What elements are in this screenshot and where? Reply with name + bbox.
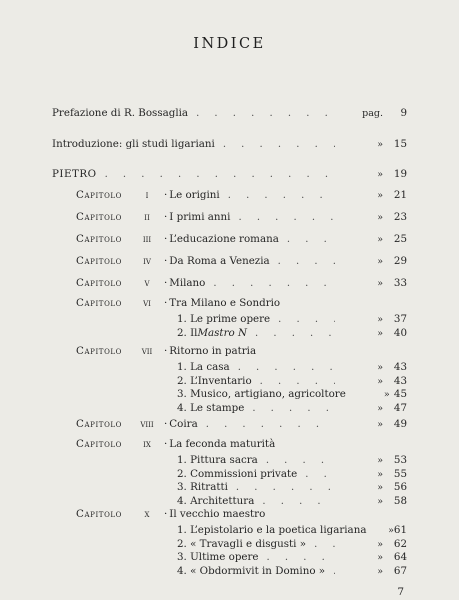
chapter-roman-numeral: viii (140, 418, 154, 430)
folio: 7 (397, 586, 404, 598)
page-number: 23 (393, 211, 407, 223)
page-number: 29 (393, 255, 407, 267)
section-row (177, 361, 407, 374)
chapter-word: Capitolo (76, 508, 123, 520)
entry-label: Introduzione: gli studi ligariani (52, 138, 215, 150)
ditto-mark: » (377, 495, 383, 507)
page-title: INDICE (193, 36, 266, 52)
ditto-mark: » (377, 468, 383, 480)
toc-entry-pietro (52, 168, 407, 181)
section-label: 3. Ritratti (177, 481, 228, 494)
section-row (177, 481, 407, 494)
leader-dots (105, 168, 335, 181)
page-number: 67 (393, 564, 407, 577)
leader-dots (260, 375, 335, 388)
leader-dots (238, 211, 335, 224)
toc-entry-prefazione (52, 107, 407, 120)
leader-dots (252, 402, 335, 415)
separator-dot: · (164, 418, 168, 430)
page-number: 55 (393, 467, 407, 480)
page-number: 56 (393, 481, 407, 494)
chapter-word: Capitolo (76, 211, 123, 223)
page-number: 43 (393, 374, 407, 387)
page-number: 40 (393, 326, 407, 339)
leader-dots (255, 327, 335, 340)
separator-dot: · (164, 189, 168, 201)
separator-dot: · (164, 297, 168, 309)
chapter-row (76, 233, 407, 246)
page-number: 9 (400, 107, 407, 119)
chapter-title: Ritorno in patria (169, 345, 257, 357)
ditto-mark: » (377, 538, 383, 550)
section-row (177, 313, 407, 326)
section-row (177, 565, 407, 578)
chapter-title: L’educazione romana (169, 233, 279, 245)
ditto-mark: » (377, 212, 383, 223)
leader-dots (278, 313, 335, 326)
section-label: 2. L’Inventario (177, 374, 252, 387)
section-label: 1. La casa (177, 361, 230, 373)
section-label: 4. Le stampe (177, 401, 245, 414)
section-row (177, 524, 407, 537)
chapter-row (76, 438, 407, 451)
ditto-mark: » (377, 362, 383, 373)
page-number: 15 (393, 138, 407, 150)
separator-dot: · (164, 438, 168, 450)
page-number: 33 (393, 277, 407, 289)
section-row (177, 454, 407, 467)
leader-dots (228, 189, 335, 202)
chapter-title: Le origini (169, 189, 220, 201)
ditto-mark: » (383, 389, 390, 401)
chapter-row (76, 211, 407, 224)
section-row (177, 402, 407, 415)
chapter-word: Capitolo (76, 255, 123, 267)
leader-dots (278, 255, 335, 268)
section-label: 3. Ultime opere (177, 551, 259, 564)
section-label: 1. L’epistolario e la poetica ligariana (177, 524, 367, 536)
ditto-mark: » (377, 190, 383, 201)
leader-dots (236, 481, 335, 494)
section-label: 4. « Obdormivit in Domino » (177, 564, 326, 577)
page-number: 58 (393, 494, 407, 507)
section-label: 1. Pittura sacra (177, 454, 258, 466)
separator-dot: · (164, 345, 168, 357)
ditto-mark: » (377, 327, 383, 339)
chapter-title: Tra Milano e Sondrio (169, 297, 281, 309)
ditto-mark: » (377, 169, 383, 180)
chapter-word: Capitolo (76, 189, 123, 201)
chapter-word: Capitolo (76, 277, 123, 289)
chapter-roman-numeral: iv (143, 255, 151, 267)
ditto-mark: » (388, 525, 394, 536)
section-row (177, 388, 407, 401)
separator-dot: · (164, 508, 168, 520)
separator-dot: · (164, 255, 168, 267)
chapter-roman-numeral: vii (141, 345, 153, 357)
ditto-mark: » (377, 482, 383, 494)
section-label: 2. « Travagli e disgusti » (177, 537, 307, 550)
leader-dots (287, 233, 335, 246)
chapter-roman-numeral: x (144, 508, 150, 520)
chapter-row (76, 345, 407, 358)
section-row (177, 551, 407, 564)
chapter-roman-numeral: vi (143, 297, 151, 309)
page-number: 62 (393, 537, 407, 550)
section-row (177, 375, 407, 388)
page-number: 25 (393, 233, 407, 245)
chapter-row (76, 189, 407, 202)
page-number: 53 (393, 454, 407, 466)
section-row (177, 327, 407, 340)
ditto-mark: » (377, 139, 383, 150)
chapter-roman-numeral: ix (143, 438, 151, 450)
chapter-roman-numeral: iii (142, 233, 152, 245)
page-abbrev: pag. (362, 108, 383, 119)
chapter-title: Il vecchio maestro (169, 508, 266, 520)
ditto-mark: » (377, 278, 383, 289)
chapter-word: Capitolo (76, 418, 123, 430)
leader-dots (223, 138, 335, 151)
chapter-word: Capitolo (76, 438, 123, 450)
page-number: 37 (393, 313, 407, 325)
page-number: 47 (393, 401, 407, 414)
ditto-mark: » (377, 234, 383, 245)
chapter-word: Capitolo (76, 233, 123, 245)
leader-dots (206, 418, 335, 431)
page-number: 19 (393, 168, 407, 180)
page-number: 43 (393, 361, 407, 373)
page-number: 61 (393, 524, 407, 536)
section-label: 1. Le prime opere (177, 313, 271, 325)
separator-dot: · (164, 211, 168, 223)
leader-dots (305, 468, 335, 481)
section-label: 3. Musico, artigiano, agricoltore (177, 388, 346, 401)
toc-entry-introduzione (52, 138, 407, 151)
leader-dots (266, 454, 335, 467)
page-number: 45 (393, 388, 407, 401)
chapter-title: La feconda maturità (169, 438, 276, 450)
chapter-title: Da Roma a Venezia (169, 255, 270, 267)
section-label: 4. Architettura (177, 494, 255, 507)
chapter-word: Capitolo (76, 297, 123, 309)
ditto-mark: » (377, 375, 383, 387)
section-label-italic: Mastro N (197, 326, 247, 339)
leader-dots (267, 551, 335, 564)
chapter-title: I primi anni (169, 211, 231, 223)
chapter-roman-numeral: v (144, 277, 150, 289)
section-row (177, 538, 407, 551)
chapter-row (76, 255, 407, 268)
chapter-title: Coira (169, 418, 198, 430)
entry-label: Prefazione di R. Bossaglia (52, 107, 189, 119)
page-number: 64 (393, 551, 407, 564)
leader-dots (314, 538, 335, 551)
chapter-roman-numeral: i (145, 189, 149, 201)
leader-dots (262, 495, 335, 508)
ditto-mark: » (377, 256, 383, 267)
ditto-mark: » (377, 552, 383, 564)
leader-dots (196, 107, 335, 120)
leader-dots (238, 361, 335, 374)
section-label: 2. Commissioni private (177, 467, 298, 480)
leader-dots (333, 565, 335, 578)
chapter-roman-numeral: ii (144, 211, 150, 223)
ditto-mark: » (377, 419, 383, 430)
chapter-row (76, 297, 407, 310)
page-number: 49 (393, 418, 407, 430)
chapter-row (76, 277, 407, 290)
ditto-mark: » (377, 565, 383, 577)
ditto-mark: » (377, 402, 383, 414)
chapter-word: Capitolo (76, 345, 123, 357)
chapter-row (76, 508, 407, 521)
section-label: 2. Il (177, 326, 198, 339)
page-number: 21 (393, 189, 407, 201)
separator-dot: · (164, 277, 168, 289)
section-row (177, 495, 407, 508)
chapter-title: Milano (169, 277, 206, 289)
chapter-row (76, 418, 407, 431)
part-label: PIETRO (52, 168, 97, 180)
ditto-mark: » (377, 314, 383, 325)
ditto-mark: » (377, 455, 383, 466)
leader-dots (213, 277, 335, 290)
section-row (177, 468, 407, 481)
separator-dot: · (164, 233, 168, 245)
